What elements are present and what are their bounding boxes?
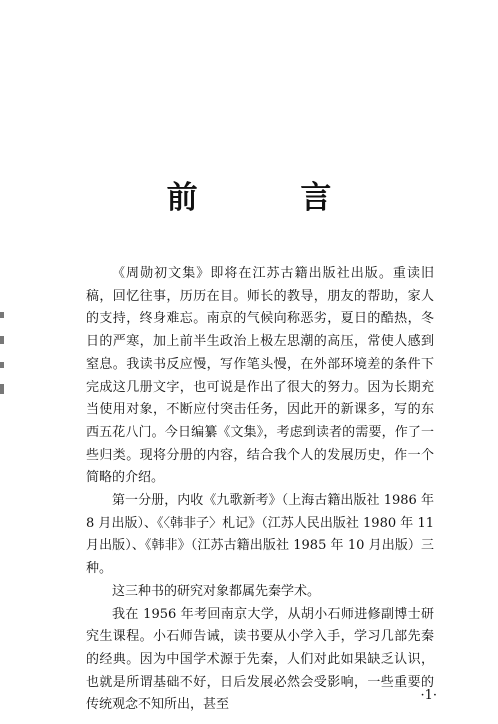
- paragraph: 这三种书的研究对象都属先秦学术。: [112, 583, 321, 599]
- paragraph: 第一分册，内收《九歌新考》（上海古籍出版社 1986 年 8 月出版）、《〈韩非子〉札记》（江苏人民出版社 1980 年 11 月出版）、《韩非》（江苏古籍出版社 1985 年 10 月出版）三种。: [86, 493, 434, 577]
- page-number: ·1·: [420, 688, 437, 703]
- paragraph: 《周勋初文集》即将在江苏古籍出版社出版。重读旧稿，回忆往事，历历在目。师长的教导，朋友的帮助，家人的支持，终身难忘。南京的气候向称恶劣，夏日的酷热，冬日的严寒，加上前半生政治上极左思潮的高压，常使人感到窒息。我读书反应慢，写作笔头慢，在外部环境差的条件下完成这几册文字，也可说是作出了很大的努力。因为长期充当使用对象，不断应付突击任务，因此开的新课多，写的东西五花八门。今日编纂《文集》，考虑到读者的需要，作了一些归类。现将分册的内容，结合我个人的发展历史，作一个简略的介绍。: [86, 266, 434, 486]
- paragraph: 我在 1956 年考回南京大学，从胡小石师进修副博士研究生课程。小石师告诫，读书要从小学入手，学习几部先秦的经典。因为中国学术源于先秦，人们对此如果缺乏认识，也就是所谓基础不好，日后发展必然会受影响，一些重要的传统观念不知所出，甚至: [86, 606, 434, 713]
- scan-edge-mark: [0, 312, 4, 318]
- scan-edge-mark: [0, 384, 4, 394]
- scan-edge-mark: [0, 336, 4, 344]
- body-text: [86, 263, 434, 717]
- scan-edge-mark: [0, 362, 4, 368]
- page-title: 前 言: [166, 180, 378, 216]
